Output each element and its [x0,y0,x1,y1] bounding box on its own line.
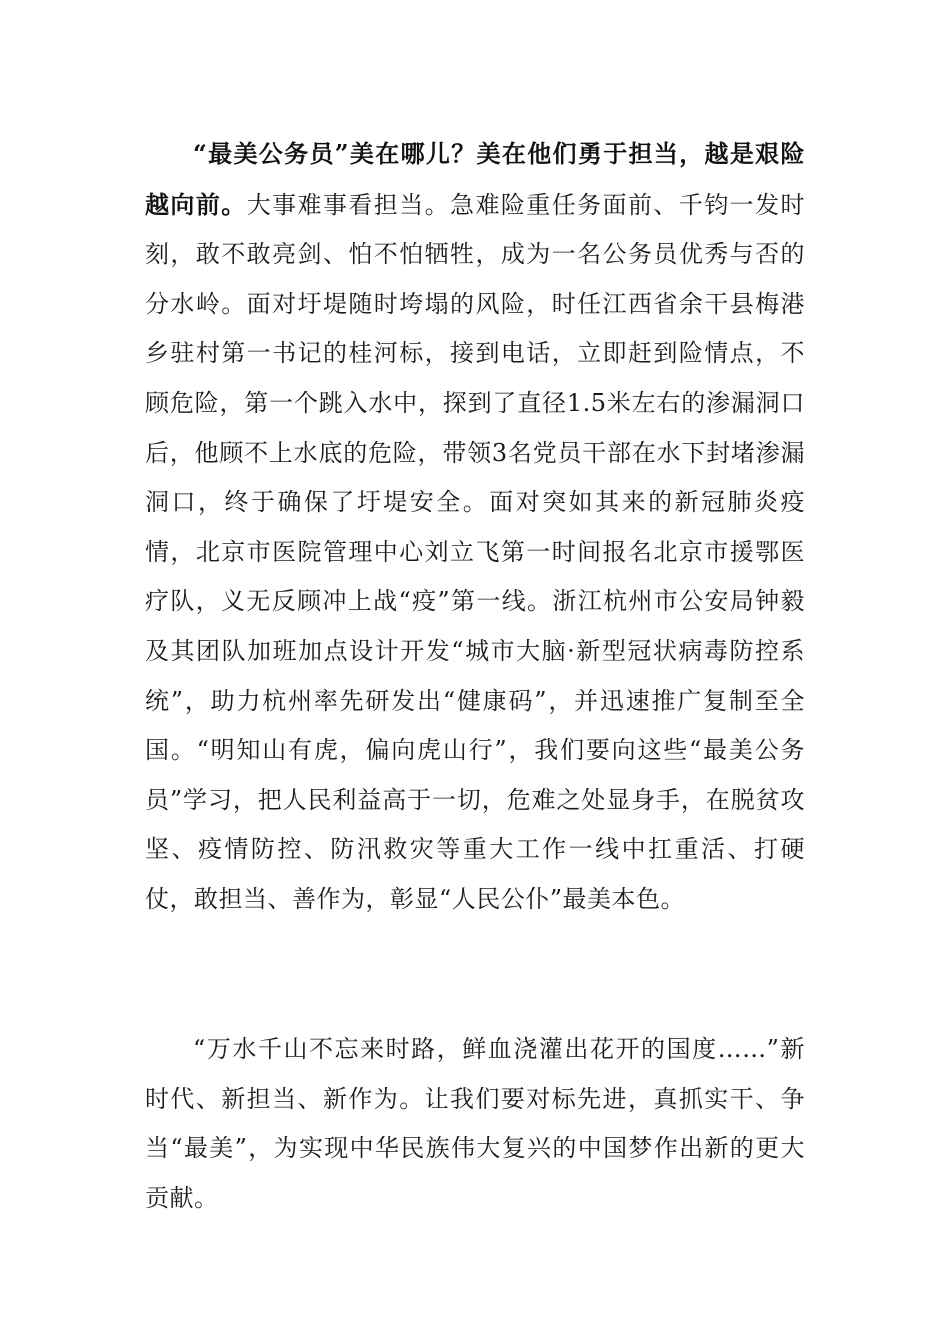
paragraph-2 [145,1025,805,1223]
paragraph-1 [145,129,805,925]
paragraph-2-body: “万水千山不忘来时路，鲜血浇灌出花开的国度……”新时代、新担当、新作为。让我们要对标先进，真抓实干、争当“最美”，为实现中华民族伟大复兴的中国梦作出新的更大贡献。 [145,1035,805,1212]
paragraph-1-lead: “最美公务员”美在哪儿？美在他们勇于担当，越是艰险越向前。 [145,139,805,219]
paragraph-1-body: 大事难事看担当。急难险重任务面前、千钧一发时刻，敢不敢亮剑、怕不怕牺牲，成为一名公务员优秀与否的分水岭。面对圩堤随时垮塌的风险，时任江西省余干县梅港乡驻村第一书记的桂河标，接到电话，立即赶到险情点，不顾危险，第一个跳入水中，探到了直径1.5米左右的渗漏洞口后，他顾不上水底的危险，带领3名党员干部在水下封堵渗漏洞口，终于确保了圩堤安全。面对突如其来的新冠肺炎疫情，北京市医院管理中心刘立飞第一时间报名北京市援鄂医疗队，义无反顾冲上战“疫”第一线。浙江杭州市公安局钟毅及其团队加班加点设计开发“城市大脑·新型冠状病毒防控系统”，助力杭州率先研发出“健康码”，并迅速推广复制至全国。“明知山有虎，偏向虎山行”，我们要向这些“最美公务员”学习，把人民利益高于一切，危难之处显身手，在脱贫攻坚、疫情防控、防汛救灾等重大工作一线中扛重活、打硬仗，敢担当、善作为，彰显“人民公仆”最美本色。 [145,190,806,913]
